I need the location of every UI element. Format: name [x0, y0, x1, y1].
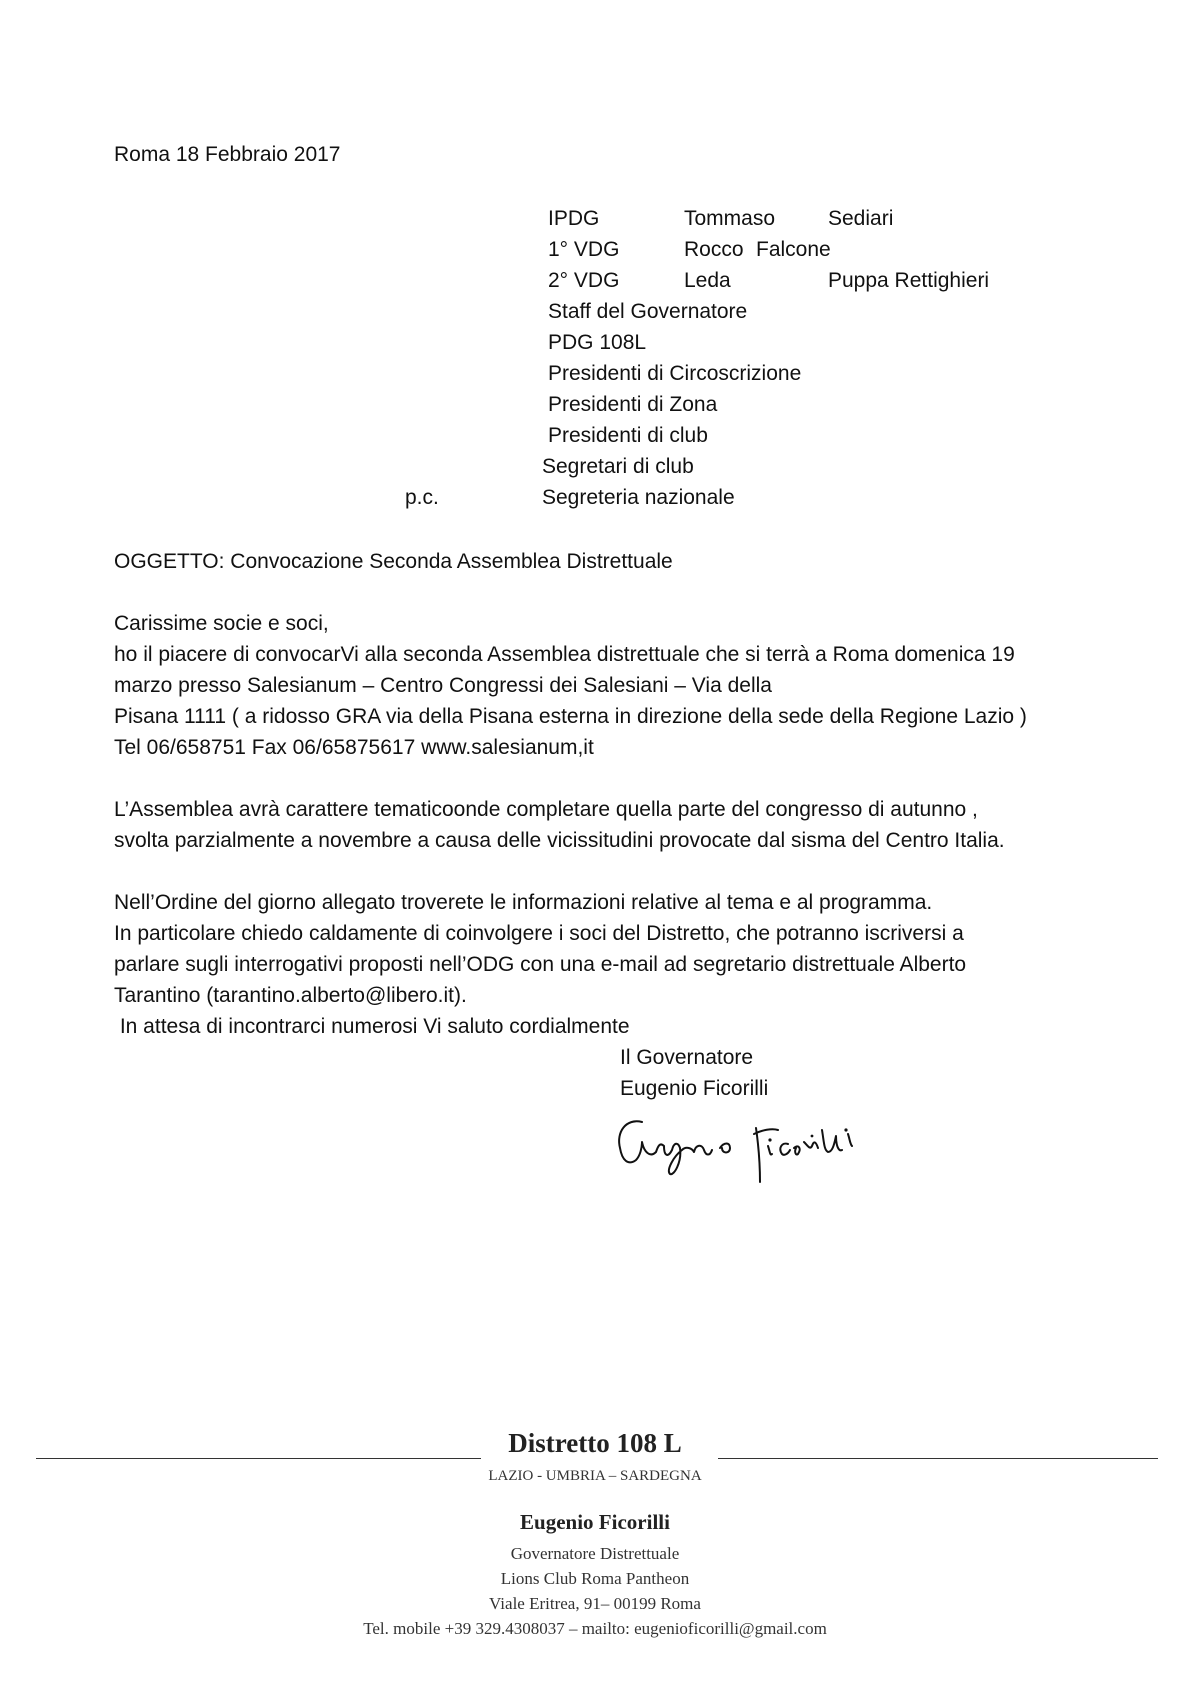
footer-club: Lions Club Roma Pantheon — [500, 1569, 690, 1588]
footer-role: Governatore Distrettuale — [510, 1544, 680, 1563]
body-line: ho il piacere di convocarVi alla seconda Assemblea distrettuale che si terrà a Roma domenica 19 — [114, 643, 1015, 666]
letter-date: Roma 18 Febbraio 2017 — [114, 143, 341, 166]
footer-address: Viale Eritrea, 91– 00199 Roma — [489, 1594, 701, 1613]
closing-name: Eugenio Ficorilli — [620, 1077, 769, 1100]
body-line: L’Assemblea avrà carattere tematicoonde completare quella parte del congresso di autunno , — [114, 798, 978, 821]
letter-subject: OGGETTO: Convocazione Seconda Assemblea Distrettuale — [114, 550, 673, 573]
recipient-group: Presidenti di Circoscrizione — [548, 362, 802, 385]
recipient-last-name: Puppa Rettighieri — [828, 269, 990, 292]
footer-rule-left — [36, 1458, 481, 1459]
body-line: marzo presso Salesianum – Centro Congressi dei Salesiani – Via della — [114, 674, 772, 697]
cc-recipient: Segreteria nazionale — [542, 486, 735, 509]
body-line: svolta parzialmente a novembre a causa delle vicissitudini provocate dal sisma del Centro Italia. — [114, 829, 1005, 852]
recipient-group: Segretari di club — [542, 455, 694, 478]
recipient-last-name: Sediari — [828, 207, 894, 230]
cc-label: p.c. — [405, 486, 439, 509]
body-line: In particolare chiedo caldamente di coinvolgere i soci del Distretto, che potranno iscriversi a — [114, 922, 964, 945]
recipient-group: PDG 108L — [548, 331, 647, 354]
recipient-role: 1° VDG — [548, 238, 620, 261]
recipient-group: Presidenti di Zona — [548, 393, 718, 416]
body-line: In attesa di incontrarci numerosi Vi saluto cordialmente — [114, 1015, 630, 1038]
footer-contact: Tel. mobile +39 329.4308037 – mailto: eugenioficorilli@gmail.com — [363, 1619, 827, 1638]
closing-title: Il Governatore — [620, 1046, 754, 1069]
recipient-last-name: Falcone — [756, 238, 831, 261]
recipient-first-name: Leda — [684, 269, 731, 292]
footer-name: Eugenio Ficorilli — [520, 1510, 670, 1534]
recipient-first-name: Tommaso — [684, 207, 776, 230]
recipient-role: IPDG — [548, 207, 600, 230]
footer-district: Distretto 108 L — [508, 1428, 682, 1458]
body-line: Tarantino (tarantino.alberto@libero.it). — [114, 984, 467, 1007]
signature — [612, 1108, 872, 1188]
body-line: Pisana 1111 ( a ridosso GRA via della Pisana esterna in direzione della sede della Regione Lazio ) — [114, 705, 1027, 728]
footer-regions: LAZIO - UMBRIA – SARDEGNA — [488, 1468, 702, 1484]
recipient-group: Presidenti di club — [548, 424, 708, 447]
recipient-group: Staff del Governatore — [548, 300, 748, 323]
body-line: Tel 06/658751 Fax 06/65875617 www.salesianum,it — [114, 736, 594, 759]
body-line: parlare sugli interrogativi proposti nell’ODG con una e-mail ad segretario distrettuale Alberto — [114, 953, 967, 976]
letter-greeting: Carissime socie e soci, — [114, 612, 329, 635]
body-line: Nell’Ordine del giorno allegato troverete le informazioni relative al tema e al programma. — [114, 891, 933, 914]
recipient-first-name: Rocco — [684, 238, 744, 261]
footer-rule-right — [718, 1458, 1158, 1459]
recipient-role: 2° VDG — [548, 269, 620, 292]
